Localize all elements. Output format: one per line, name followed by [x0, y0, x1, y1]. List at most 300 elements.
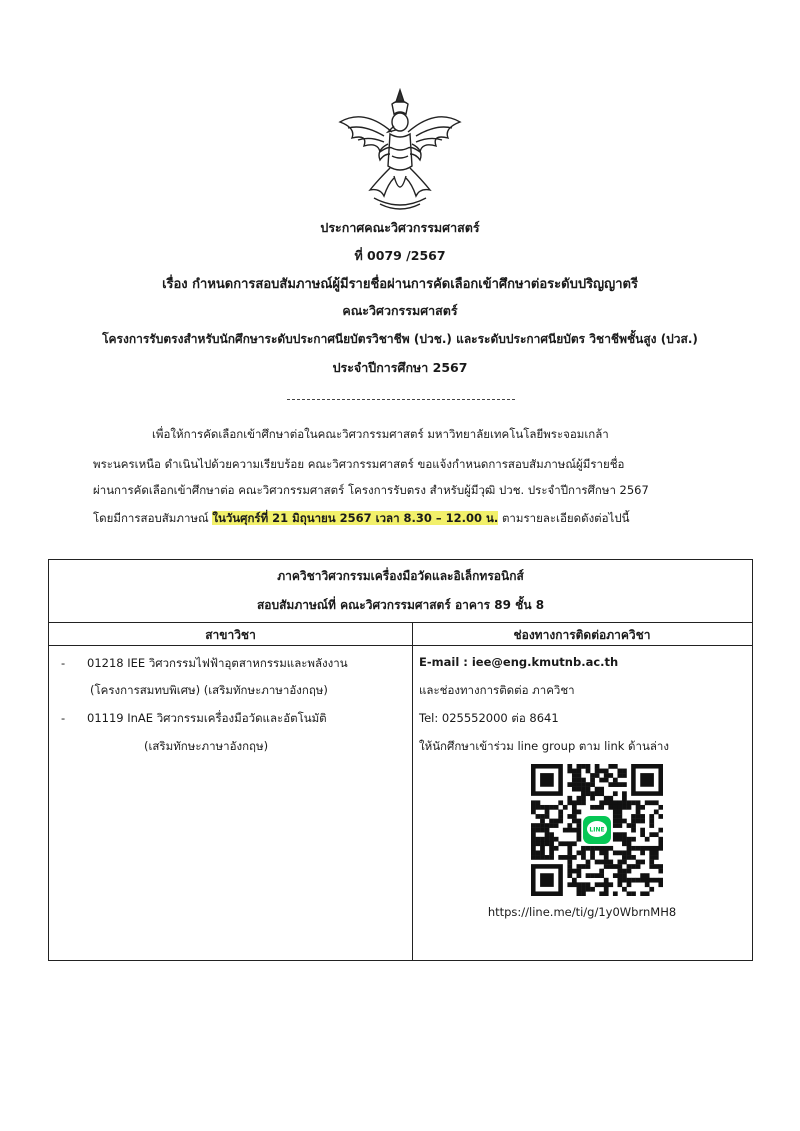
- qr-module: [577, 778, 582, 783]
- qr-module: [567, 828, 572, 833]
- qr-module: [540, 855, 545, 860]
- qr-module: [622, 841, 627, 846]
- qr-module: [627, 891, 632, 896]
- qr-module: [649, 814, 654, 819]
- qr-module: [658, 869, 663, 874]
- qr-module: [554, 846, 559, 851]
- qr-module: [617, 860, 622, 865]
- qr-module: [622, 819, 627, 824]
- qr-module: [581, 800, 586, 805]
- qr-module: [572, 782, 577, 787]
- qr-module: [654, 855, 659, 860]
- qr-module: [622, 873, 627, 878]
- qr-module: [586, 864, 591, 869]
- qr-module: [622, 837, 627, 842]
- qr-module: [654, 878, 659, 883]
- qr-module: [536, 823, 541, 828]
- qr-module: [622, 773, 627, 778]
- qr-module: [617, 832, 622, 837]
- qr-module: [586, 791, 591, 796]
- qr-module: [636, 846, 641, 851]
- qr-module: [640, 832, 645, 837]
- qr-module: [617, 805, 622, 810]
- qr-module: [572, 878, 577, 883]
- body-line-4-post: ตามรายละเอียดดังต่อไปนี้: [498, 511, 630, 525]
- qr-module: [649, 819, 654, 824]
- contact-channel-label: และช่องทางการติดต่อ ภาควิชา: [419, 683, 575, 697]
- qr-module: [545, 855, 550, 860]
- qr-module: [577, 819, 582, 824]
- qr-module: [640, 819, 645, 824]
- line-group-note: ให้นักศึกษาเข้าร่วม line group ตาม link ด้านล่าง: [419, 739, 669, 753]
- qr-module: [577, 782, 582, 787]
- qr-module: [567, 860, 572, 865]
- qr-module: [536, 805, 541, 810]
- line-group-url[interactable]: https://line.me/ti/g/1y0WbrnMH8: [487, 905, 677, 919]
- qr-module: [595, 860, 600, 865]
- qr-module: [640, 805, 645, 810]
- qr-module: [613, 891, 618, 896]
- qr-module: [658, 864, 663, 869]
- qr-module: [645, 837, 650, 842]
- bullet-dash: -: [61, 711, 66, 725]
- qr-module: [617, 878, 622, 883]
- qr-module: [554, 823, 559, 828]
- qr-module: [622, 878, 627, 883]
- qr-module: [577, 769, 582, 774]
- qr-module: [622, 796, 627, 801]
- qr-module: [613, 800, 618, 805]
- contact-tel: Tel: 025552000 ต่อ 8641: [419, 711, 559, 725]
- qr-module: [549, 823, 554, 828]
- qr-module: [577, 832, 582, 837]
- qr-module: [586, 769, 591, 774]
- qr-module: [558, 800, 563, 805]
- qr-module: [586, 887, 591, 892]
- qr-module: [540, 837, 545, 842]
- qr-module: [599, 791, 604, 796]
- announcement-title: ประกาศคณะวิศวกรรมศาสตร์: [320, 220, 480, 235]
- qr-module: [617, 823, 622, 828]
- qr-module: [658, 814, 663, 819]
- qr-module: [654, 810, 659, 815]
- qr-module: [558, 841, 563, 846]
- qr-module: [636, 805, 641, 810]
- qr-module: [599, 850, 604, 855]
- qr-module: [558, 810, 563, 815]
- qr-module: [577, 773, 582, 778]
- qr-module: [617, 810, 622, 815]
- qr-module: [599, 891, 604, 896]
- qr-module: [581, 778, 586, 783]
- qr-module: [572, 819, 577, 824]
- qr-module: [645, 800, 650, 805]
- qr-module: [590, 850, 595, 855]
- qr-module: [531, 810, 536, 815]
- qr-module: [613, 810, 618, 815]
- qr-module: [627, 800, 632, 805]
- qr-module: [545, 823, 550, 828]
- qr-module: [577, 864, 582, 869]
- qr-module: [577, 850, 582, 855]
- line-logo-text: LINE: [589, 826, 605, 834]
- qr-module: [658, 828, 663, 833]
- qr-module: [649, 823, 654, 828]
- qr-module: [608, 796, 613, 801]
- qr-module: [599, 873, 604, 878]
- qr-module: [617, 864, 622, 869]
- qr-module: [608, 864, 613, 869]
- qr-module: [640, 846, 645, 851]
- bullet-dash: -: [61, 656, 66, 670]
- qr-module: [531, 837, 536, 842]
- qr-module: [658, 805, 663, 810]
- qr-module: [540, 805, 545, 810]
- qr-module: [531, 805, 536, 810]
- qr-module: [595, 846, 600, 851]
- qr-module: [590, 805, 595, 810]
- announcement-subject: เรื่อง กำหนดการสอบสัมภาษณ์ผู้มีรายชื่อผ่านการคัดเลือกเข้าศึกษาต่อระดับปริญญาตรี: [162, 277, 638, 292]
- qr-module: [645, 873, 650, 878]
- qr-module: [540, 819, 545, 824]
- qr-module: [536, 800, 541, 805]
- qr-module: [567, 850, 572, 855]
- qr-module: [658, 841, 663, 846]
- qr-finder-bottom-left: [540, 873, 554, 887]
- qr-module: [590, 782, 595, 787]
- qr-module: [636, 860, 641, 865]
- qr-module: [567, 841, 572, 846]
- qr-module: [631, 800, 636, 805]
- qr-module: [617, 769, 622, 774]
- qr-module: [572, 869, 577, 874]
- qr-module: [581, 791, 586, 796]
- qr-module: [581, 887, 586, 892]
- qr-finder-top-left: [540, 773, 554, 787]
- qr-module: [636, 864, 641, 869]
- qr-module: [622, 855, 627, 860]
- qr-module: [586, 860, 591, 865]
- divider: [287, 399, 515, 400]
- qr-module: [586, 846, 591, 851]
- qr-module: [595, 882, 600, 887]
- body-line-3: ผ่านการคัดเลือกเข้าศึกษาต่อ คณะวิศวกรรมศาสตร์ โครงการรับตรง สำหรับผู้มีวุฒิ ปวช. ประจำปีการศึกษา 2567: [93, 483, 649, 497]
- qr-module: [636, 819, 641, 824]
- qr-module: [608, 860, 613, 865]
- qr-module: [549, 850, 554, 855]
- qr-module: [622, 769, 627, 774]
- qr-module: [627, 855, 632, 860]
- major-item-iee-text: 01218 IEE วิศวกรรมไฟฟ้าอุตสาหกรรมและพลังงาน: [87, 656, 348, 670]
- qr-module: [599, 869, 604, 874]
- qr-module: [627, 850, 632, 855]
- qr-module: [545, 837, 550, 842]
- qr-module: [604, 800, 609, 805]
- qr-module: [545, 828, 550, 833]
- qr-module: [604, 778, 609, 783]
- qr-module: [581, 796, 586, 801]
- qr-module: [536, 841, 541, 846]
- qr-module: [590, 855, 595, 860]
- qr-module: [649, 832, 654, 837]
- qr-module: [581, 850, 586, 855]
- qr-module: [649, 800, 654, 805]
- qr-module: [613, 864, 618, 869]
- qr-module: [631, 814, 636, 819]
- qr-module: [545, 810, 550, 815]
- qr-module: [622, 869, 627, 874]
- qr-module: [640, 814, 645, 819]
- qr-module: [563, 805, 568, 810]
- qr-module: [531, 855, 536, 860]
- qr-module: [631, 864, 636, 869]
- qr-module: [577, 800, 582, 805]
- qr-module: [572, 800, 577, 805]
- qr-module: [604, 882, 609, 887]
- qr-module: [545, 805, 550, 810]
- qr-module: [567, 782, 572, 787]
- qr-module: [608, 846, 613, 851]
- qr-module: [567, 873, 572, 878]
- qr-module: [531, 850, 536, 855]
- qr-module: [617, 869, 622, 874]
- qr-module: [636, 810, 641, 815]
- qr-module: [586, 782, 591, 787]
- qr-module: [540, 850, 545, 855]
- qr-module: [631, 837, 636, 842]
- qr-module: [613, 850, 618, 855]
- qr-module: [654, 864, 659, 869]
- qr-module: [608, 764, 613, 769]
- qr-module: [595, 805, 600, 810]
- qr-module: [577, 869, 582, 874]
- qr-module: [567, 882, 572, 887]
- qr-module: [604, 850, 609, 855]
- column-header-major: สาขาวิชา: [205, 628, 256, 642]
- qr-module: [567, 846, 572, 851]
- qr-module: [617, 800, 622, 805]
- qr-module: [617, 814, 622, 819]
- qr-module: [531, 800, 536, 805]
- qr-module: [590, 873, 595, 878]
- major-item-inae: [61, 710, 327, 728]
- qr-module: [613, 782, 618, 787]
- qr-module: [622, 791, 627, 796]
- qr-module: [604, 860, 609, 865]
- qr-module: [531, 828, 536, 833]
- qr-module: [549, 832, 554, 837]
- qr-module: [536, 837, 541, 842]
- qr-module: [608, 805, 613, 810]
- academic-year: ประจำปีการศึกษา 2567: [332, 360, 468, 375]
- qr-code-icon[interactable]: [531, 764, 663, 896]
- qr-module: [622, 860, 627, 865]
- qr-module: [572, 805, 577, 810]
- qr-module: [558, 819, 563, 824]
- qr-module: [658, 878, 663, 883]
- qr-module: [613, 832, 618, 837]
- qr-module: [627, 837, 632, 842]
- program-name: โครงการรับตรงสำหรับนักศึกษาระดับประกาศนียบัตรวิชาชีพ (ปวช.) และระดับประกาศนียบัตร วิชาชีพชั้นสูง (ปวส.): [102, 332, 698, 346]
- body-line-4-pre: โดยมีการสอบสัมภาษณ์: [93, 511, 213, 525]
- qr-module: [649, 850, 654, 855]
- qr-module: [617, 850, 622, 855]
- column-header-contact: ช่องทางการติดต่อภาควิชา: [513, 628, 651, 642]
- qr-module: [645, 846, 650, 851]
- qr-module: [604, 769, 609, 774]
- qr-module: [649, 887, 654, 892]
- department-name: ภาควิชาวิศวกรรมเครื่องมือวัดและอิเล็กทรอนิกส์: [277, 569, 524, 583]
- qr-module: [627, 882, 632, 887]
- qr-module: [563, 828, 568, 833]
- qr-module: [622, 850, 627, 855]
- qr-module: [649, 878, 654, 883]
- qr-module: [586, 882, 591, 887]
- major-item-inae-text: 01119 InAE วิศวกรรมเครื่องมือวัดและอัตโนมัติ: [87, 711, 327, 725]
- qr-module: [531, 823, 536, 828]
- qr-module: [531, 832, 536, 837]
- qr-module: [590, 846, 595, 851]
- qr-module: [540, 841, 545, 846]
- qr-module: [549, 805, 554, 810]
- contact-email[interactable]: E-mail : iee@eng.kmutnb.ac.th: [419, 655, 619, 669]
- qr-module: [627, 878, 632, 883]
- qr-module: [577, 810, 582, 815]
- qr-module: [649, 846, 654, 851]
- qr-module: [599, 769, 604, 774]
- qr-module: [599, 778, 604, 783]
- qr-module: [658, 882, 663, 887]
- qr-module: [617, 837, 622, 842]
- qr-module: [558, 855, 563, 860]
- qr-module: [554, 819, 559, 824]
- qr-module: [549, 855, 554, 860]
- interview-venue: สอบสัมภาษณ์ที่ คณะวิศวกรรมศาสตร์ อาคาร 89 ชั้น 8: [256, 598, 545, 612]
- qr-module: [531, 846, 536, 851]
- qr-module: [608, 773, 613, 778]
- major-item-iee-note: (โครงการสมทบพิเศษ) (เสริมทักษะภาษาอังกฤษ): [90, 683, 328, 697]
- qr-module: [608, 782, 613, 787]
- qr-module: [622, 800, 627, 805]
- qr-module: [567, 769, 572, 774]
- qr-module: [599, 800, 604, 805]
- body-line-1: เพื่อให้การคัดเลือกเข้าศึกษาต่อในคณะวิศวกรรมศาสตร์ มหาวิทยาลัยเทคโนโลยีพระจอมเกล้า: [152, 427, 609, 441]
- qr-module: [577, 837, 582, 842]
- qr-module: [572, 810, 577, 815]
- qr-module: [604, 887, 609, 892]
- qr-module: [613, 805, 618, 810]
- qr-module: [640, 878, 645, 883]
- qr-module: [617, 882, 622, 887]
- interview-date-highlight: ในวันศุกร์ที่ 21 มิถุนายน 2567 เวลา 8.30 – 12.00 น.: [212, 511, 499, 525]
- faculty-name: คณะวิศวกรรมศาสตร์: [342, 303, 458, 318]
- qr-module: [604, 891, 609, 896]
- qr-module: [581, 891, 586, 896]
- qr-module: [627, 805, 632, 810]
- qr-module: [572, 773, 577, 778]
- qr-module: [608, 800, 613, 805]
- qr-module: [581, 846, 586, 851]
- qr-module: [567, 855, 572, 860]
- qr-module: [572, 828, 577, 833]
- body-line-2: พระนครเหนือ ดำเนินไปด้วยความเรียบร้อย คณะวิศวกรรมศาสตร์ ขอแจ้งกำหนดการสอบสัมภาษณ์ผู้มีรายชื่อ: [93, 457, 625, 471]
- qr-module: [577, 891, 582, 896]
- qr-module: [577, 873, 582, 878]
- garuda-emblem-icon: [334, 88, 466, 214]
- qr-module: [581, 855, 586, 860]
- qr-module: [549, 837, 554, 842]
- qr-module: [595, 764, 600, 769]
- qr-module: [567, 823, 572, 828]
- interview-table: [48, 559, 753, 961]
- qr-module: [590, 796, 595, 801]
- qr-module: [604, 846, 609, 851]
- qr-module: [567, 800, 572, 805]
- qr-module: [572, 787, 577, 792]
- qr-module: [577, 764, 582, 769]
- qr-module: [640, 850, 645, 855]
- qr-module: [577, 887, 582, 892]
- qr-module: [627, 869, 632, 874]
- qr-module: [617, 873, 622, 878]
- qr-module: [599, 805, 604, 810]
- qr-module: [636, 814, 641, 819]
- qr-module: [613, 764, 618, 769]
- qr-module: [622, 782, 627, 787]
- qr-module: [617, 819, 622, 824]
- qr-module: [627, 823, 632, 828]
- qr-module: [590, 773, 595, 778]
- qr-module: [563, 841, 568, 846]
- qr-module: [645, 891, 650, 896]
- qr-module: [622, 887, 627, 892]
- qr-module: [608, 882, 613, 887]
- qr-module: [604, 864, 609, 869]
- qr-module: [577, 823, 582, 828]
- qr-module: [599, 860, 604, 865]
- qr-module: [599, 846, 604, 851]
- qr-module: [536, 828, 541, 833]
- qr-module: [613, 778, 618, 783]
- qr-module: [572, 814, 577, 819]
- qr-module: [636, 800, 641, 805]
- qr-module: [617, 773, 622, 778]
- qr-module: [631, 846, 636, 851]
- qr-module: [567, 814, 572, 819]
- qr-finder-top-right: [640, 773, 654, 787]
- qr-module: [577, 882, 582, 887]
- qr-module: [540, 823, 545, 828]
- qr-module: [581, 882, 586, 887]
- qr-module: [567, 864, 572, 869]
- qr-module: [613, 814, 618, 819]
- qr-module: [658, 837, 663, 842]
- qr-module: [586, 873, 591, 878]
- qr-module: [613, 791, 618, 796]
- qr-module: [572, 882, 577, 887]
- qr-module: [631, 819, 636, 824]
- qr-module: [549, 841, 554, 846]
- qr-module: [613, 819, 618, 824]
- qr-module: [545, 832, 550, 837]
- qr-module: [577, 787, 582, 792]
- qr-module: [604, 773, 609, 778]
- qr-module: [540, 814, 545, 819]
- qr-module: [640, 891, 645, 896]
- qr-module: [595, 791, 600, 796]
- qr-module: [586, 787, 591, 792]
- qr-module: [536, 855, 541, 860]
